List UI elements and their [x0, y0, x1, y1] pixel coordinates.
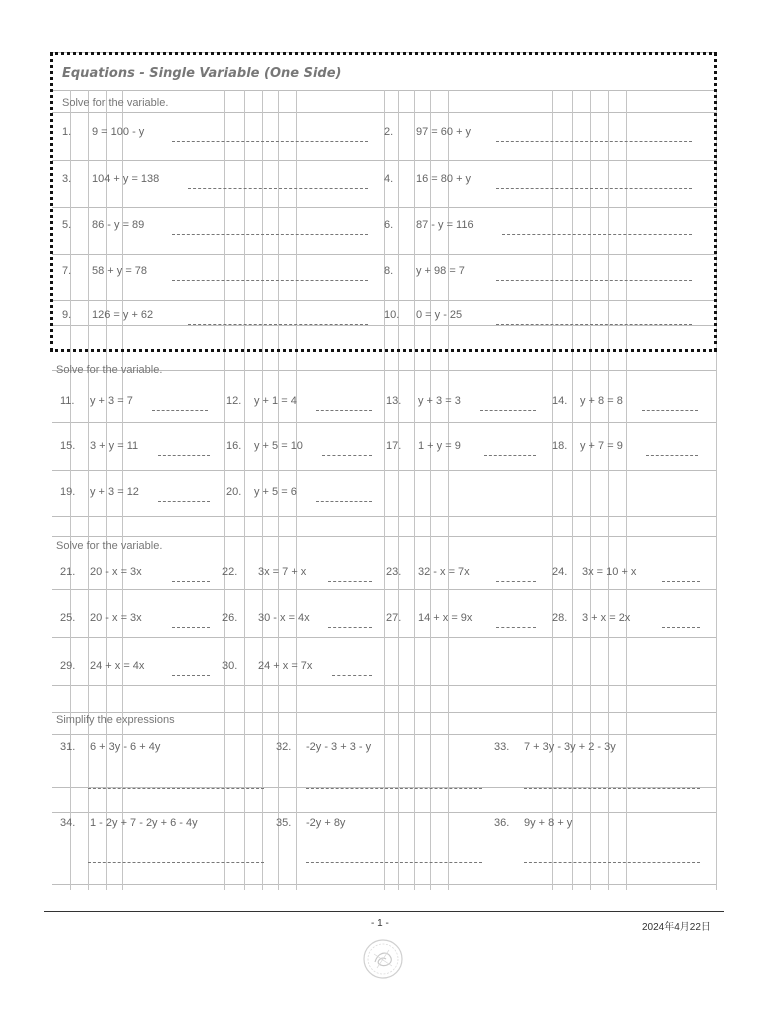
problem-number: 23. — [386, 566, 402, 578]
section-1-heading: Solve for the variable. — [62, 97, 169, 109]
problem-text: 20 - x = 3x — [90, 566, 142, 578]
problem-number: 31. — [60, 741, 76, 753]
problem-number: 21. — [60, 566, 76, 578]
problem-number: 9. — [62, 309, 72, 321]
worksheet-title: Equations - Single Variable (One Side) — [62, 66, 342, 81]
problem-text: y + 5 = 10 — [254, 440, 303, 452]
answer-blank[interactable] — [480, 410, 536, 411]
answer-blank[interactable] — [662, 581, 700, 582]
answer-blank[interactable] — [496, 581, 536, 582]
problem-number: 32. — [276, 741, 292, 753]
answer-blank[interactable] — [524, 862, 700, 863]
problem-text: 24 + x = 4x — [90, 660, 145, 672]
problem-text: y + 1 = 4 — [254, 395, 297, 407]
answer-blank[interactable] — [316, 410, 372, 411]
answer-blank[interactable] — [188, 188, 368, 189]
problem-number: 25. — [60, 612, 76, 624]
problem-text: -2y - 3 + 3 - y — [306, 741, 372, 753]
answer-blank[interactable] — [502, 234, 692, 235]
section-3-heading: Solve for the variable. — [56, 540, 163, 552]
answer-blank[interactable] — [328, 627, 372, 628]
problem-number: 18. — [552, 440, 568, 452]
section-4-heading: Simplify the expressions — [56, 714, 175, 726]
problem-number: 28. — [552, 612, 568, 624]
answer-blank[interactable] — [188, 324, 368, 325]
answer-blank[interactable] — [158, 455, 210, 456]
problem-text: 9 = 100 - y — [92, 126, 145, 138]
answer-blank[interactable] — [172, 581, 210, 582]
problem-number: 3. — [62, 173, 72, 185]
problem-text: y + 5 = 6 — [254, 486, 297, 498]
problem-number: 20. — [226, 486, 242, 498]
answer-blank[interactable] — [158, 501, 210, 502]
problem-number: 22. — [222, 566, 238, 578]
problem-text: 58 + y = 78 — [92, 265, 148, 277]
problem-number: 6. — [384, 219, 394, 231]
answer-blank[interactable] — [306, 788, 482, 789]
problem-number: 8. — [384, 265, 394, 277]
footer-date: 2024年4月22日 — [642, 922, 711, 933]
problem-number: 33. — [494, 741, 510, 753]
problem-number: 34. — [60, 817, 76, 829]
answer-blank[interactable] — [496, 280, 692, 281]
problem-text: 1 - 2y + 7 - 2y + 6 - 4y — [90, 817, 198, 829]
problem-text: 6 + 3y - 6 + 4y — [90, 741, 161, 753]
problem-number: 4. — [384, 173, 394, 185]
problem-number: 11. — [60, 395, 75, 407]
problem-number: 17. — [386, 440, 402, 452]
problem-number: 35. — [276, 817, 292, 829]
answer-blank[interactable] — [484, 455, 536, 456]
problem-text: y + 8 = 8 — [580, 395, 623, 407]
page-number: - 1 - — [371, 918, 389, 929]
answer-blank[interactable] — [328, 581, 372, 582]
problem-number: 1. — [62, 126, 72, 138]
problem-text: 3x = 7 + x — [258, 566, 307, 578]
problem-number: 30. — [222, 660, 238, 672]
answer-blank[interactable] — [88, 788, 264, 789]
problem-number: 19. — [60, 486, 76, 498]
answer-blank[interactable] — [496, 627, 536, 628]
section-2-heading: Solve for the variable. — [56, 364, 163, 376]
problem-number: 2. — [384, 126, 394, 138]
problem-text: 14 + x = 9x — [418, 612, 473, 624]
answer-blank[interactable] — [662, 627, 700, 628]
answer-blank[interactable] — [172, 280, 368, 281]
problem-number: 10. — [384, 309, 400, 321]
problem-number: 13. — [386, 395, 402, 407]
problem-text: y + 3 = 7 — [90, 395, 133, 407]
problem-number: 26. — [222, 612, 238, 624]
problem-number: 15. — [60, 440, 76, 452]
problem-text: y + 3 = 3 — [418, 395, 461, 407]
problem-text: 16 = 80 + y — [416, 173, 472, 185]
answer-blank[interactable] — [172, 141, 368, 142]
answer-blank[interactable] — [496, 141, 692, 142]
answer-blank[interactable] — [332, 675, 372, 676]
problem-text: -2y + 8y — [306, 817, 346, 829]
problem-text: 1 + y = 9 — [418, 440, 461, 452]
problem-text: 9y + 8 + y — [524, 817, 573, 829]
answer-blank[interactable] — [316, 501, 372, 502]
answer-blank[interactable] — [524, 788, 700, 789]
problem-number: 29. — [60, 660, 76, 672]
answer-blank[interactable] — [306, 862, 482, 863]
problem-text: 87 - y = 116 — [416, 219, 474, 231]
problem-text: 20 - x = 3x — [90, 612, 142, 624]
problem-number: 7. — [62, 265, 72, 277]
problem-number: 16. — [226, 440, 242, 452]
problem-text: 97 = 60 + y — [416, 126, 472, 138]
problem-number: 12. — [226, 395, 242, 407]
footer-rule — [44, 911, 724, 912]
answer-blank[interactable] — [152, 410, 208, 411]
answer-blank[interactable] — [496, 188, 692, 189]
answer-blank[interactable] — [642, 410, 698, 411]
problem-text: y + 98 = 7 — [416, 265, 465, 277]
problem-text: 32 - x = 7x — [418, 566, 470, 578]
problem-text: 7 + 3y - 3y + 2 - 3y — [524, 741, 616, 753]
problem-text: 0 = y - 25 — [416, 309, 463, 321]
answer-blank[interactable] — [172, 675, 210, 676]
problem-text: 3 + y = 11 — [90, 440, 139, 452]
problem-text: 30 - x = 4x — [258, 612, 310, 624]
answer-blank[interactable] — [88, 862, 264, 863]
problem-text: 24 + x = 7x — [258, 660, 313, 672]
problem-text: y + 7 = 9 — [580, 440, 623, 452]
problem-text: 104 + y = 138 — [92, 173, 160, 185]
problem-number: 5. — [62, 219, 72, 231]
problem-number: 27. — [386, 612, 402, 624]
answer-blank[interactable] — [172, 234, 368, 235]
problem-text: y + 3 = 12 — [90, 486, 139, 498]
answer-blank[interactable] — [646, 455, 698, 456]
problem-number: 24. — [552, 566, 568, 578]
answer-blank[interactable] — [496, 324, 692, 325]
problem-text: 3 + x = 2x — [582, 612, 631, 624]
problem-text: 86 - y = 89 — [92, 219, 145, 231]
problem-text: 126 = y + 62 — [92, 309, 154, 321]
problem-text: 3x = 10 + x — [582, 566, 637, 578]
seal-icon — [362, 938, 404, 980]
problem-number: 14. — [552, 395, 568, 407]
answer-blank[interactable] — [322, 455, 372, 456]
answer-blank[interactable] — [172, 627, 210, 628]
problem-number: 36. — [494, 817, 510, 829]
